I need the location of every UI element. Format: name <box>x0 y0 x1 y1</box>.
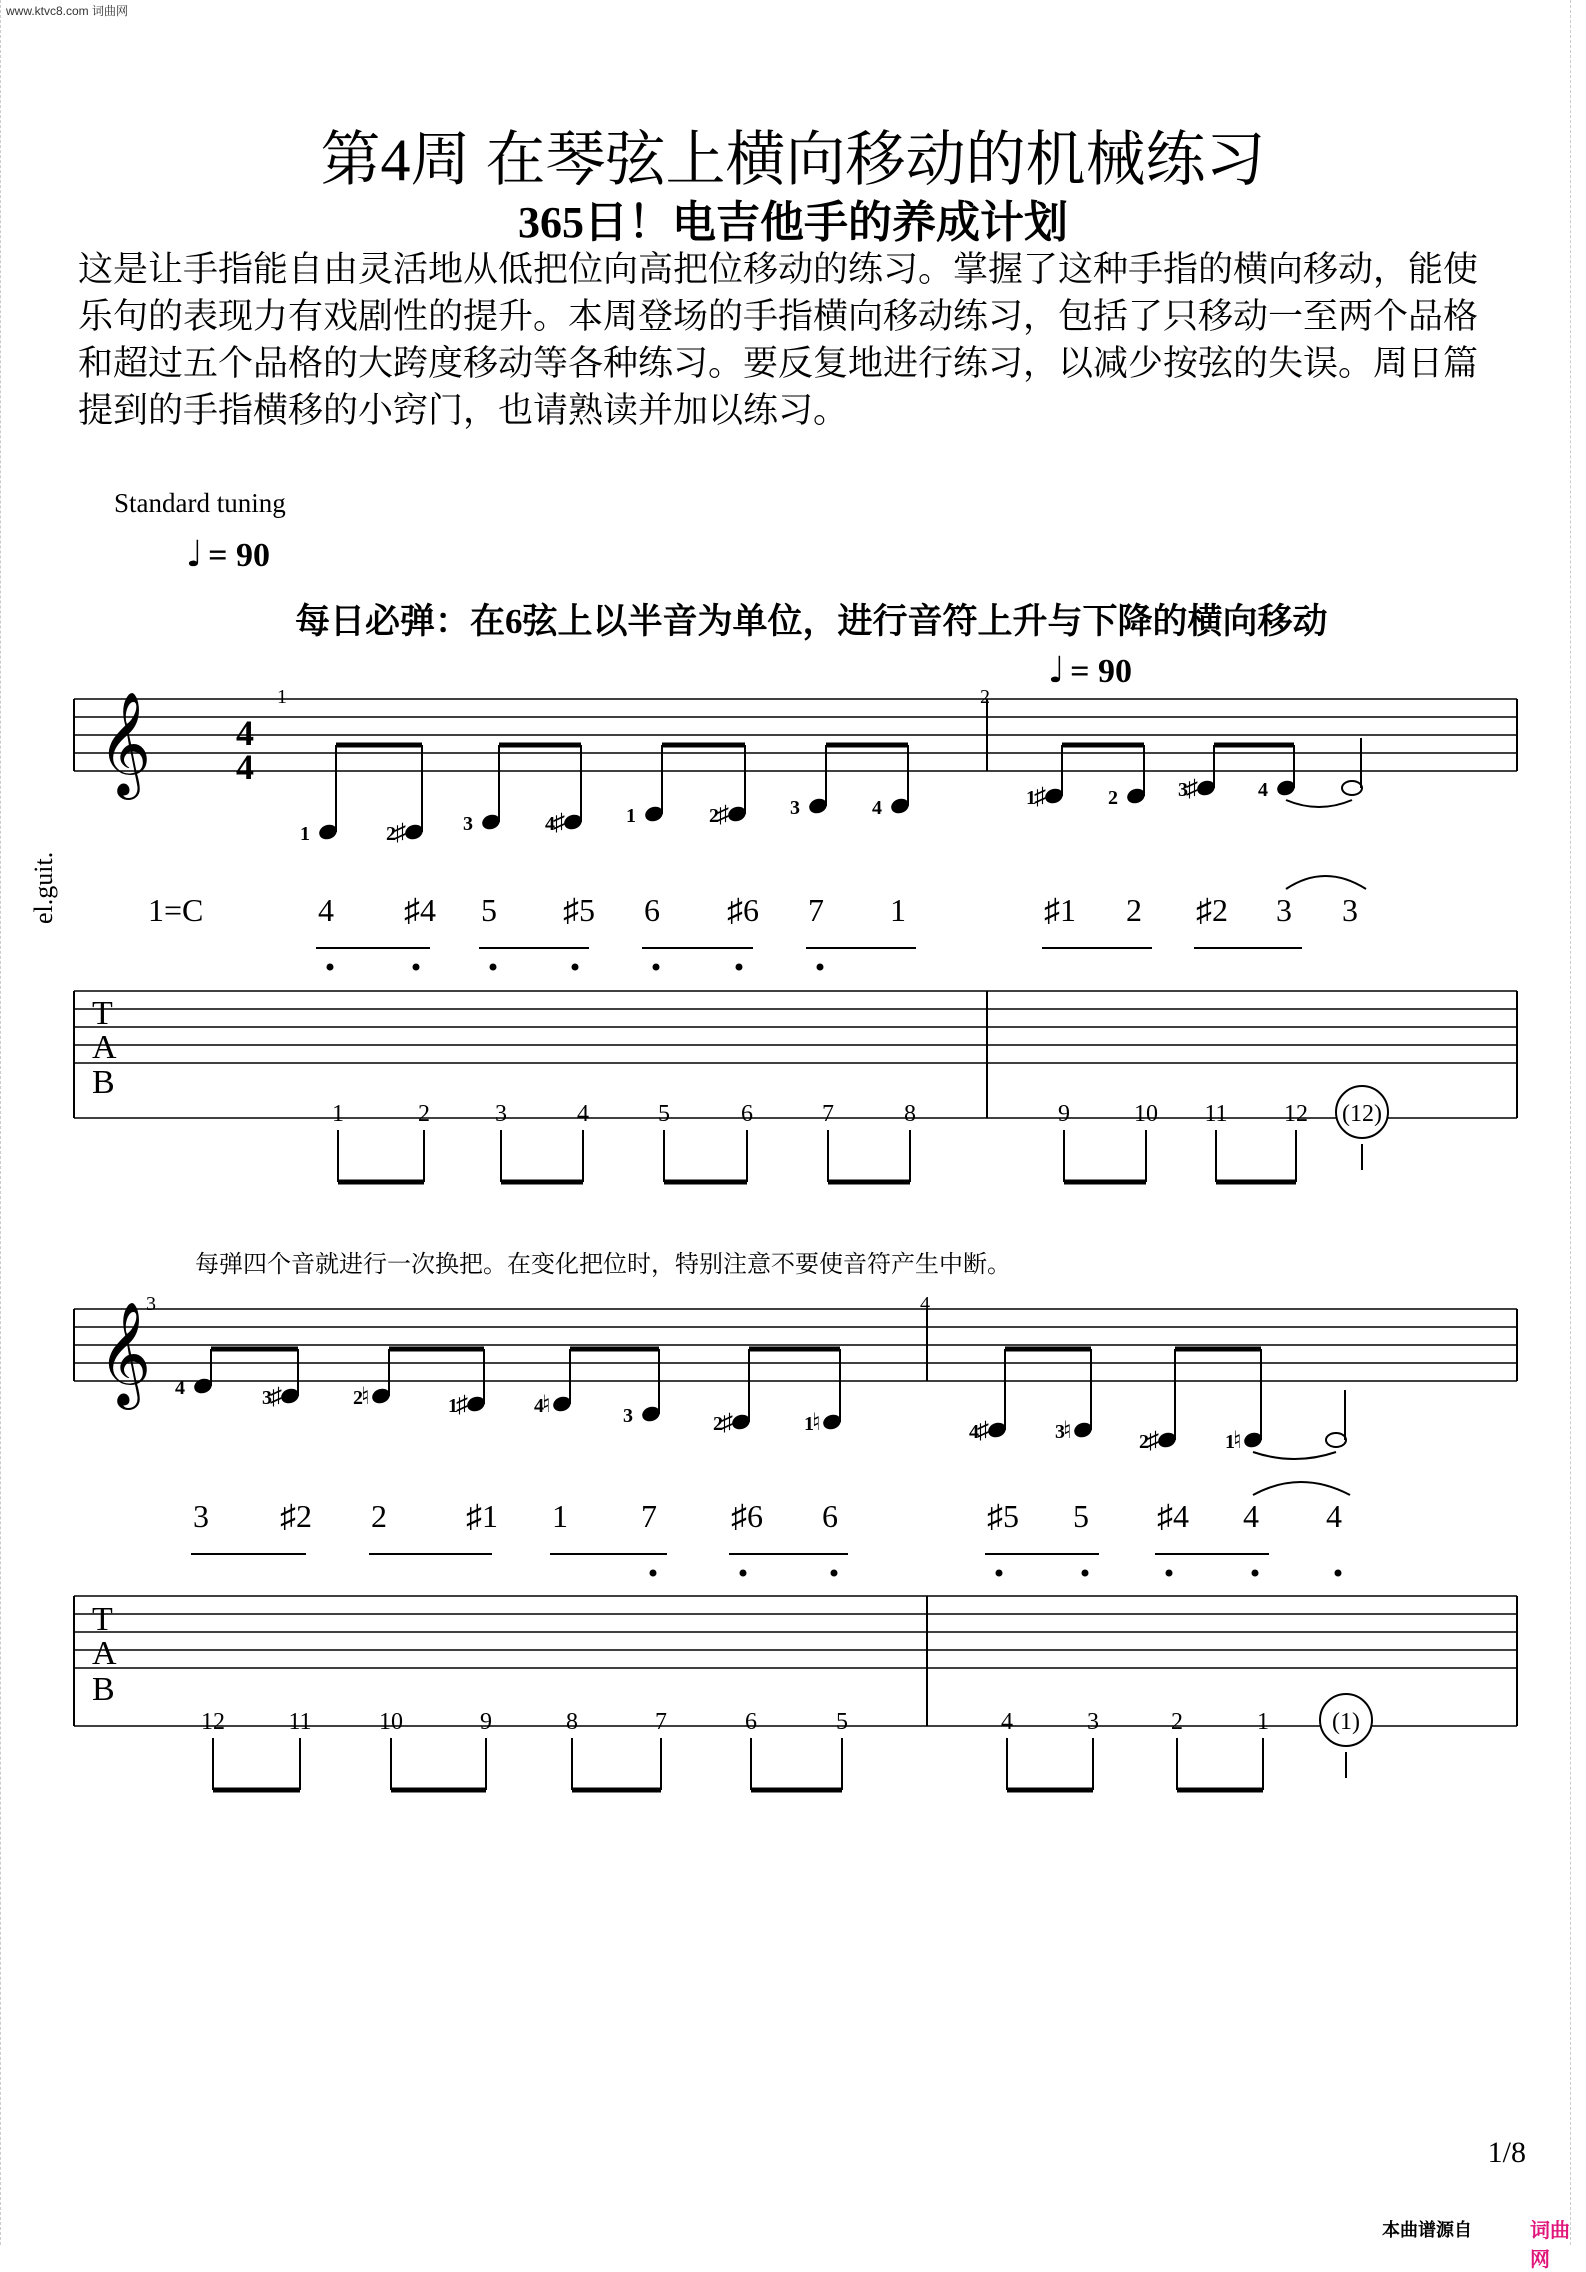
tie <box>1286 876 1366 889</box>
tempo-value: = 90 <box>208 537 270 574</box>
jianpu-note: 6 <box>644 892 660 928</box>
tab-fret-number: 6 <box>741 1101 753 1127</box>
octave-dot <box>1335 1570 1342 1577</box>
jianpu-note: ♯1 <box>466 1498 498 1534</box>
jianpu-note: 5 <box>481 892 497 928</box>
octave-dot <box>996 1570 1003 1577</box>
sharp-icon: ♮ <box>1063 1418 1072 1444</box>
jianpu-note: 7 <box>641 1498 657 1534</box>
finger-number: 2 <box>713 1413 723 1435</box>
octave-dot <box>572 964 579 971</box>
finger-number: 1 <box>626 805 636 827</box>
finger-number: 1 <box>1225 1431 1235 1453</box>
finger-number: 4 <box>534 1395 544 1417</box>
sharp-icon: ♯ <box>1147 1428 1159 1454</box>
tab-staff-system-2 <box>74 1596 1517 1726</box>
footer-source: 本曲谱源自 <box>1382 2220 1472 2240</box>
tab-fret-number: 1 <box>332 1101 344 1127</box>
jianpu-note: 4 <box>1243 1498 1259 1534</box>
staff-system-1 <box>74 699 1517 771</box>
sharp-icon: ♯ <box>1186 776 1198 802</box>
intro-paragraph: 这是让手指能自由灵活地从低把位向高把位移动的练习。掌握了这种手指的横向移动，能使乐句的表现力有戏剧性的提升。本周登场的手指横向移动练习，包括了只移动一至两个品格和超过五个品格的大跨度移动等各种练习。要反复地进行练习，以减少按弦的失误。周日篇提到的手指横移的小窍门，也请熟读并加以练习。 <box>78 250 1479 430</box>
tab-fret-number: (1) <box>1332 1709 1360 1735</box>
finger-number: 3 <box>1178 779 1188 801</box>
tab-fret-number: 3 <box>1087 1709 1099 1735</box>
measure-number: 4 <box>920 1293 930 1315</box>
jianpu-note: ♯4 <box>404 892 436 928</box>
treble-clef-icon: 𝄞 <box>98 695 152 794</box>
octave-dot <box>736 964 743 971</box>
tab-fret-number: 8 <box>904 1101 916 1127</box>
tuning-label: Standard tuning <box>114 488 286 518</box>
measure-number: 2 <box>980 686 990 708</box>
finger-number: 4 <box>545 813 555 835</box>
measure-number: 3 <box>146 1293 156 1315</box>
octave-dot <box>1166 1570 1173 1577</box>
jianpu-note: ♯5 <box>987 1498 1019 1534</box>
half-note-head <box>1326 1433 1346 1447</box>
jianpu-note: 5 <box>1073 1498 1089 1534</box>
tab-fret-number: 10 <box>379 1709 403 1735</box>
tab-fret-number: 5 <box>836 1709 848 1735</box>
tab-fret-number: (12) <box>1342 1101 1382 1127</box>
tie <box>1253 1482 1350 1495</box>
jianpu-note: 4 <box>1326 1498 1342 1534</box>
jianpu-note: ♯1 <box>1044 892 1076 928</box>
tab-letter-b: B <box>92 1671 115 1708</box>
finger-number: 4 <box>1258 779 1268 801</box>
sharp-icon: ♮ <box>361 1384 370 1410</box>
footer-logo: 词曲网 <box>1530 2220 1570 2271</box>
tab-fret-number: 3 <box>495 1101 507 1127</box>
staff-system-2 <box>74 1309 1517 1381</box>
treble-clef-icon: 𝄞 <box>98 1305 152 1404</box>
quarter-note-icon: ♩ <box>186 534 203 575</box>
octave-dot <box>817 964 824 971</box>
finger-number: 2 <box>709 805 719 827</box>
tab-fret-number: 6 <box>745 1709 757 1735</box>
jianpu-note: 3 <box>193 1498 209 1534</box>
sharp-icon: ♮ <box>1233 1428 1242 1454</box>
tab-fret-number: 2 <box>418 1101 430 1127</box>
tab-fret-number: 8 <box>566 1709 578 1735</box>
tab-fret-number: 7 <box>822 1101 834 1127</box>
jianpu-note: 4 <box>318 892 334 928</box>
finger-number: 4 <box>969 1421 979 1443</box>
tie <box>1286 800 1352 807</box>
tab-fret-number: 9 <box>1058 1101 1070 1127</box>
octave-dot <box>490 964 497 971</box>
octave-dot <box>327 964 334 971</box>
jianpu-note: 3 <box>1342 892 1358 928</box>
octave-dot <box>740 1570 747 1577</box>
tab-fret-number: 7 <box>655 1709 667 1735</box>
tab-letter-b: B <box>92 1064 115 1101</box>
sharp-icon: ♯ <box>456 1392 468 1418</box>
jianpu-note: 6 <box>822 1498 838 1534</box>
octave-dot <box>1252 1570 1259 1577</box>
sharp-icon: ♮ <box>542 1392 551 1418</box>
tab-fret-number: 1 <box>1257 1709 1269 1735</box>
jianpu-note: ♯2 <box>280 1498 312 1534</box>
measure-number: 1 <box>277 686 287 708</box>
jianpu-note: ♯2 <box>1196 892 1228 928</box>
page-number: 1/8 <box>1487 2136 1526 2169</box>
octave-dot <box>831 1570 838 1577</box>
finger-number: 2 <box>386 823 396 845</box>
jianpu-note: 7 <box>808 892 824 928</box>
tab-fret-number: 12 <box>1284 1101 1308 1127</box>
jianpu-note: 1 <box>552 1498 568 1534</box>
finger-number: 1 <box>804 1413 814 1435</box>
finger-number: 4 <box>872 797 882 819</box>
finger-number: 2 <box>1108 787 1118 809</box>
finger-number: 3 <box>1055 1421 1065 1443</box>
tempo-value-2: = 90 <box>1070 653 1132 690</box>
jianpu-note: 3 <box>1276 892 1292 928</box>
sharp-icon: ♯ <box>394 820 406 846</box>
jianpu-note: 1 <box>890 892 906 928</box>
tab-fret-number: 10 <box>1134 1101 1158 1127</box>
sharp-icon: ♯ <box>1034 784 1046 810</box>
sharp-icon: ♮ <box>812 1410 821 1436</box>
sharp-icon: ♯ <box>721 1410 733 1436</box>
finger-number: 1 <box>448 1395 458 1417</box>
tie <box>1253 1452 1336 1459</box>
tab-fret-number: 4 <box>577 1101 589 1127</box>
site-url: www.ktvc8.com 词曲网 <box>6 4 129 18</box>
jianpu-note: ♯6 <box>727 892 759 928</box>
practice-note: 每弹四个音就进行一次换把。在变化把位时，特别注意不要使音符产生中断。 <box>195 1252 1011 1278</box>
tab-fret-number: 11 <box>288 1709 312 1735</box>
quarter-note-icon: ♩ <box>1048 650 1065 691</box>
half-note-head <box>1342 781 1362 795</box>
finger-number: 1 <box>300 823 310 845</box>
exercise-heading: 每日必弹：在6弦上以半音为单位，进行音符上升与下降的横向移动 <box>295 602 1328 641</box>
finger-number: 1 <box>1026 787 1036 809</box>
tab-letter-t: T <box>92 995 113 1032</box>
finger-number: 4 <box>175 1377 185 1399</box>
finger-number: 2 <box>1139 1431 1149 1453</box>
page-subtitle: 365日！电吉他手的养成计划 <box>518 198 1068 247</box>
jianpu-note: ♯5 <box>563 892 595 928</box>
jianpu-note: ♯6 <box>731 1498 763 1534</box>
notes-system-2 <box>175 1349 1372 1790</box>
time-signature-bottom: 4 <box>236 747 254 787</box>
tab-letter-a: A <box>92 1635 117 1672</box>
sharp-icon: ♯ <box>717 802 729 828</box>
octave-dot <box>1082 1570 1089 1577</box>
tab-fret-number: 9 <box>480 1709 492 1735</box>
jianpu-note: 2 <box>371 1498 387 1534</box>
tab-fret-number: 2 <box>1171 1709 1183 1735</box>
tab-letter-a: A <box>92 1029 117 1066</box>
finger-number: 2 <box>353 1387 363 1409</box>
notes-system-1 <box>300 738 1388 1182</box>
finger-number: 3 <box>623 1405 633 1427</box>
tab-fret-number: 5 <box>658 1101 670 1127</box>
finger-number: 3 <box>790 797 800 819</box>
octave-dot <box>650 1570 657 1577</box>
page-title: 第4周 在琴弦上横向移动的机械练习 <box>320 127 1266 193</box>
tab-letter-t: T <box>92 1601 113 1638</box>
instrument-label: el.guit. <box>29 851 58 924</box>
tab-fret-number: 11 <box>1204 1101 1228 1127</box>
finger-number: 3 <box>463 813 473 835</box>
octave-dot <box>653 964 660 971</box>
time-signature-top: 4 <box>236 713 254 753</box>
sharp-icon: ♯ <box>977 1418 989 1444</box>
octave-dot <box>413 964 420 971</box>
tab-fret-number: 4 <box>1001 1709 1013 1735</box>
sharp-icon: ♯ <box>270 1384 282 1410</box>
jianpu-note: ♯4 <box>1157 1498 1189 1534</box>
key-label: 1=C <box>148 892 204 928</box>
tab-staff-system-1 <box>74 991 1517 1118</box>
finger-number: 3 <box>262 1387 272 1409</box>
tab-fret-number: 12 <box>201 1709 225 1735</box>
jianpu-note: 2 <box>1126 892 1142 928</box>
sharp-icon: ♯ <box>553 810 565 836</box>
